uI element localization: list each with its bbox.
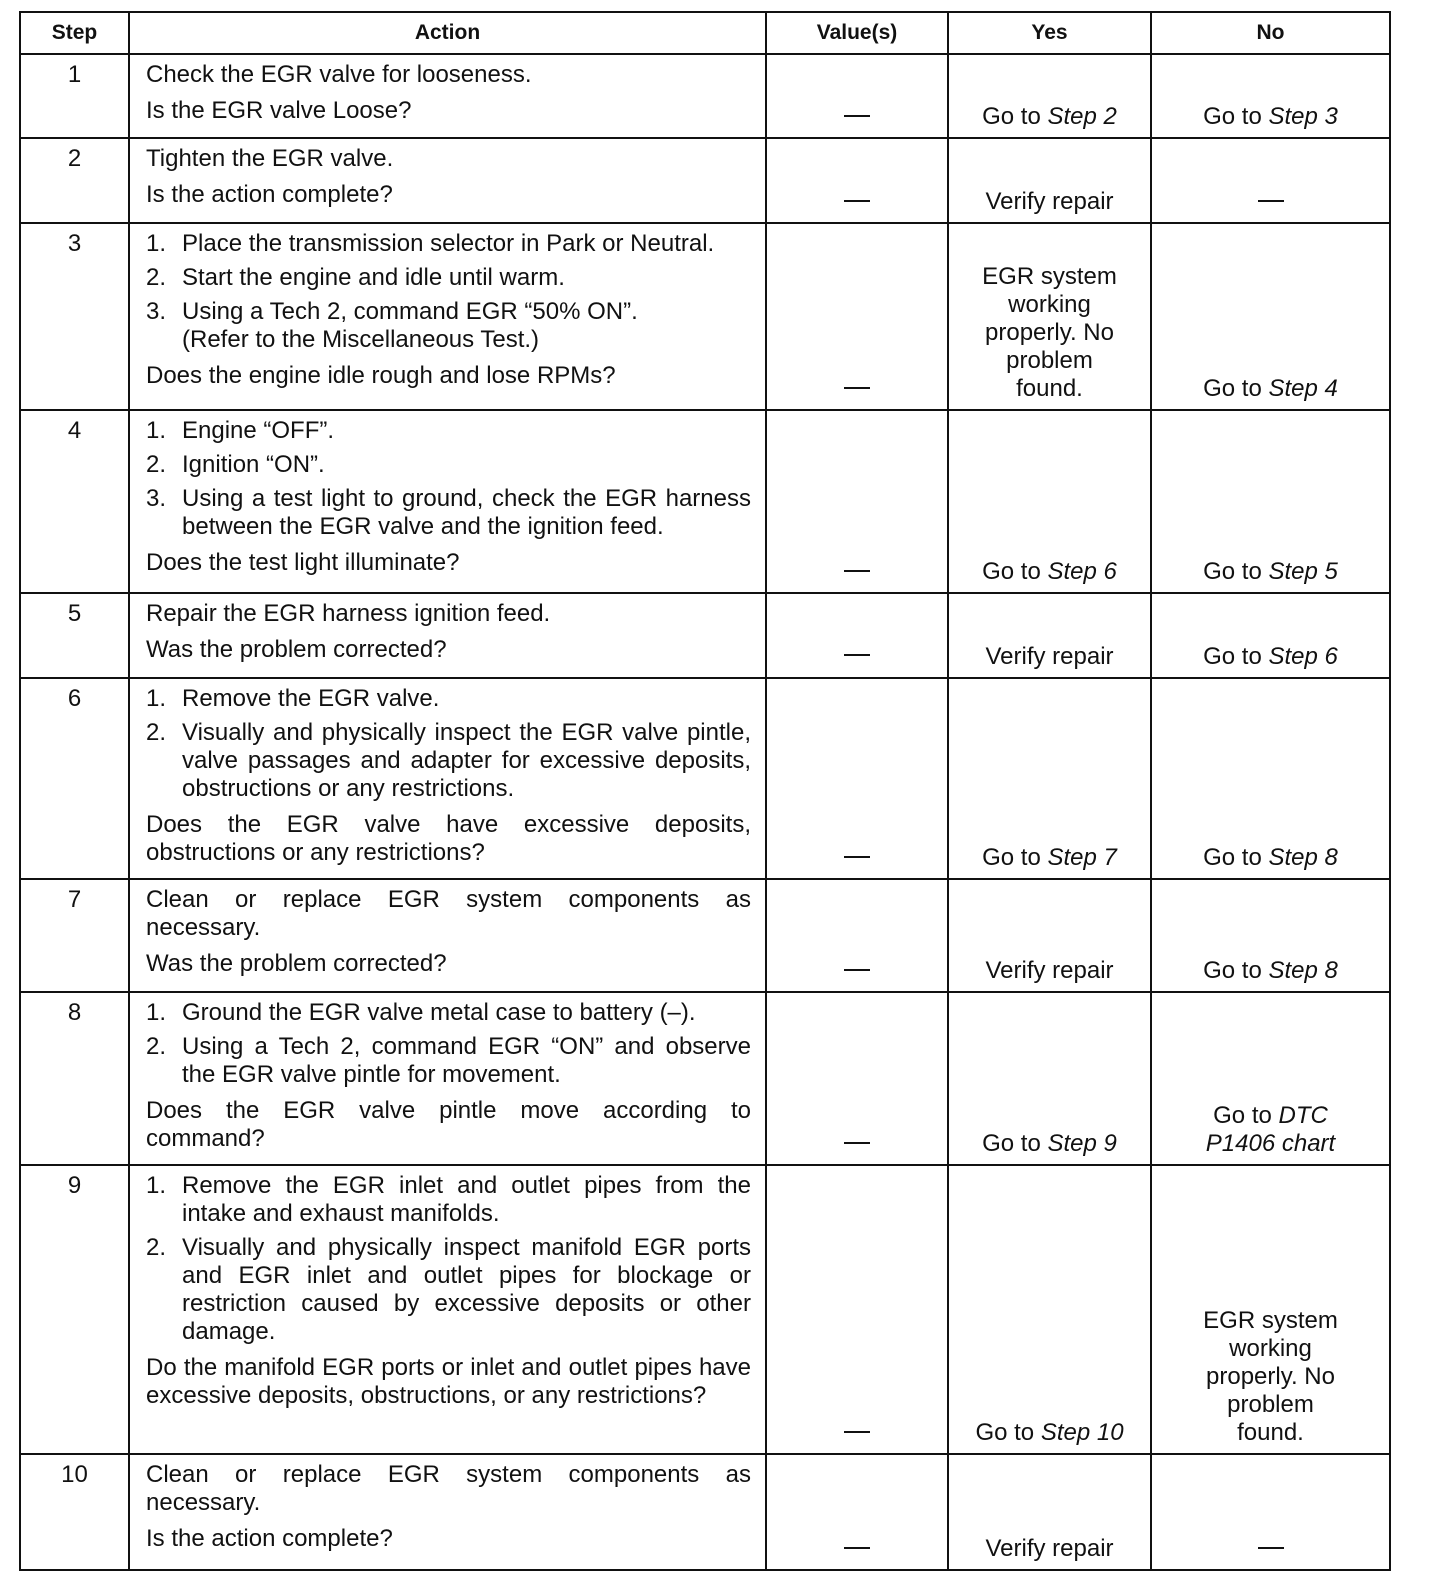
item-text: Engine “OFF”. bbox=[182, 417, 335, 445]
dtc-chart-link[interactable]: DTC P1406 chart bbox=[1205, 1101, 1336, 1157]
action-cell bbox=[129, 138, 766, 222]
yes-cell: Verify repair bbox=[948, 879, 1151, 992]
value-cell bbox=[766, 593, 948, 677]
value-cell bbox=[766, 138, 948, 222]
no-cell bbox=[1151, 879, 1390, 992]
value-cell bbox=[766, 1454, 948, 1570]
action-steps bbox=[146, 685, 751, 803]
action-steps bbox=[146, 230, 751, 354]
no-cell bbox=[1151, 138, 1390, 222]
step-number: 8 bbox=[20, 992, 129, 1165]
dash bbox=[844, 1142, 870, 1144]
item-text: Start the engine and idle until warm. bbox=[182, 263, 565, 291]
col-yes-header: Yes bbox=[948, 12, 1151, 54]
table-row bbox=[20, 410, 1390, 593]
list-item bbox=[146, 999, 751, 1027]
step-link[interactable]: Step 6 bbox=[1268, 642, 1338, 670]
no-cell bbox=[1151, 678, 1390, 879]
value-cell bbox=[766, 54, 948, 138]
list-item bbox=[146, 485, 751, 541]
no-cell bbox=[1151, 593, 1390, 677]
list-item bbox=[146, 1033, 751, 1089]
action-cell bbox=[129, 410, 766, 593]
no-cell bbox=[1151, 992, 1390, 1165]
action-question: Was the problem corrected? bbox=[146, 950, 447, 978]
action-question: Is the EGR valve Loose? bbox=[146, 97, 412, 124]
item-number: 1. bbox=[146, 417, 167, 445]
table-row bbox=[20, 879, 1390, 992]
value-cell bbox=[766, 223, 948, 410]
step-number: 6 bbox=[20, 678, 129, 879]
yes-cell bbox=[948, 410, 1151, 593]
goto-text: Go to bbox=[1203, 103, 1262, 131]
action-question: Does the EGR valve pintle move according to command? bbox=[146, 1097, 751, 1153]
yes-cell bbox=[948, 54, 1151, 138]
step-link[interactable]: Step 2 bbox=[1047, 103, 1117, 131]
list-item bbox=[146, 264, 751, 292]
value-cell bbox=[766, 410, 948, 593]
step-link[interactable]: Step 5 bbox=[1268, 558, 1338, 586]
list-item bbox=[146, 298, 751, 354]
dash bbox=[844, 387, 870, 389]
no-cell bbox=[1151, 54, 1390, 138]
step-link[interactable]: Step 9 bbox=[1047, 1129, 1117, 1157]
item-text: Visually and physically inspect the EGR valve pintle, valve passages and adapter for excessive deposits, obstructions or any restrictions. bbox=[182, 718, 751, 802]
item-text: Place the transmission selector in Park or Neutral. bbox=[182, 229, 715, 257]
yes-cell: EGR system working properly. No problem found. bbox=[948, 223, 1151, 410]
action-question: Does the engine idle rough and lose RPMs? bbox=[146, 361, 616, 389]
action-cell bbox=[129, 992, 766, 1165]
action-cell bbox=[129, 593, 766, 677]
item-number: 2. bbox=[146, 718, 167, 746]
action-text: Clean or replace EGR system components as necessary. bbox=[146, 1460, 751, 1516]
item-number: 3. bbox=[146, 297, 167, 325]
dash bbox=[844, 969, 870, 971]
step-number: 10 bbox=[20, 1454, 129, 1570]
goto-text: Go to bbox=[1203, 844, 1262, 872]
item-text: Ignition “ON”. bbox=[182, 451, 325, 479]
table-row bbox=[20, 138, 1390, 222]
table-row bbox=[20, 992, 1390, 1165]
dash bbox=[844, 115, 870, 117]
no-cell: EGR system working properly. No problem found. bbox=[1151, 1165, 1390, 1454]
col-values-header: Value(s) bbox=[766, 12, 948, 54]
table-row bbox=[20, 223, 1390, 410]
header-row bbox=[20, 12, 1390, 54]
step-link[interactable]: Step 3 bbox=[1268, 103, 1338, 131]
no-cell bbox=[1151, 1454, 1390, 1570]
value-cell bbox=[766, 678, 948, 879]
dash bbox=[1258, 1547, 1284, 1549]
step-number: 5 bbox=[20, 593, 129, 677]
item-text: Visually and physically inspect manifold EGR ports and EGR inlet and outlet pipes for blockage or restriction caused by excessive deposits or other damage. bbox=[182, 1233, 751, 1345]
step-number: 3 bbox=[20, 223, 129, 410]
value-cell bbox=[766, 1165, 948, 1454]
action-steps bbox=[146, 417, 751, 541]
action-question: Do the manifold EGR ports or inlet and outlet pipes have excessive deposits, obstructions, or any restrictions? bbox=[146, 1353, 751, 1409]
action-text: Repair the EGR harness ignition feed. bbox=[146, 600, 551, 628]
item-number: 1. bbox=[146, 1171, 167, 1199]
list-item bbox=[146, 1172, 751, 1228]
list-item bbox=[146, 230, 751, 258]
action-question: Does the test light illuminate? bbox=[146, 549, 460, 577]
goto-text: Go to bbox=[1213, 1101, 1272, 1129]
goto-text: Go to bbox=[982, 844, 1041, 872]
item-number: 2. bbox=[146, 451, 167, 479]
list-item bbox=[146, 451, 751, 479]
item-number: 2. bbox=[146, 1233, 167, 1261]
step-link[interactable]: Step 6 bbox=[1047, 558, 1117, 586]
goto-text: Go to bbox=[975, 1418, 1035, 1446]
action-text: Clean or replace EGR system components as necessary. bbox=[146, 886, 751, 942]
table-row bbox=[20, 1165, 1390, 1454]
goto-text: Go to bbox=[1203, 375, 1262, 403]
item-text: Using a Tech 2, command EGR “50% ON”. (Refer to the Miscellaneous Test.) bbox=[182, 297, 638, 353]
action-question: Is the action complete? bbox=[146, 181, 393, 209]
dash bbox=[844, 570, 870, 572]
col-step-header: Step bbox=[20, 12, 129, 54]
action-question: Was the problem corrected? bbox=[146, 636, 447, 664]
step-link[interactable]: Step 8 bbox=[1268, 844, 1338, 872]
step-link[interactable]: Step 8 bbox=[1268, 957, 1338, 985]
item-text: Remove the EGR inlet and outlet pipes from the intake and exhaust manifolds. bbox=[182, 1171, 751, 1227]
step-number: 1 bbox=[20, 54, 129, 138]
table-row bbox=[20, 1454, 1390, 1570]
goto-text: Go to bbox=[1203, 558, 1262, 586]
item-number: 3. bbox=[146, 485, 167, 513]
yes-cell bbox=[948, 678, 1151, 879]
action-text: Check the EGR valve for looseness. bbox=[146, 61, 532, 88]
yes-cell bbox=[948, 992, 1151, 1165]
dash bbox=[844, 654, 870, 656]
col-action-header: Action bbox=[129, 12, 766, 54]
col-no-header: No bbox=[1151, 12, 1390, 54]
no-cell bbox=[1151, 410, 1390, 593]
table-row bbox=[20, 678, 1390, 879]
list-item bbox=[146, 719, 751, 803]
action-cell bbox=[129, 223, 766, 410]
step-number: 7 bbox=[20, 879, 129, 992]
goto-text: Go to bbox=[982, 1129, 1041, 1157]
action-cell bbox=[129, 879, 766, 992]
dash bbox=[844, 1547, 870, 1549]
item-number: 2. bbox=[146, 263, 167, 291]
dash bbox=[844, 856, 870, 858]
action-cell bbox=[129, 1454, 766, 1570]
yes-cell: Verify repair bbox=[948, 138, 1151, 222]
yes-cell: Verify repair bbox=[948, 593, 1151, 677]
action-steps bbox=[146, 999, 751, 1089]
step-link[interactable]: Step 7 bbox=[1047, 844, 1117, 872]
no-cell bbox=[1151, 223, 1390, 410]
action-question: Is the action complete? bbox=[146, 1524, 393, 1552]
step-number: 9 bbox=[20, 1165, 129, 1454]
item-text: Ground the EGR valve metal case to battery (–). bbox=[182, 999, 696, 1027]
item-number: 1. bbox=[146, 229, 167, 257]
item-text: Using a Tech 2, command EGR “ON” and observe the EGR valve pintle for movement. bbox=[182, 1033, 751, 1089]
list-item bbox=[146, 417, 751, 445]
list-item bbox=[146, 1234, 751, 1346]
action-cell bbox=[129, 678, 766, 879]
action-cell bbox=[129, 54, 766, 138]
step-link[interactable]: Step 10 bbox=[1040, 1418, 1124, 1446]
table-row bbox=[20, 593, 1390, 677]
dash bbox=[844, 1431, 870, 1433]
item-number: 1. bbox=[146, 684, 167, 712]
list-item bbox=[146, 685, 751, 713]
action-steps bbox=[146, 1172, 751, 1346]
goto-text: Go to bbox=[982, 103, 1041, 131]
action-question: Does the EGR valve have excessive deposits, obstructions or any restrictions? bbox=[146, 810, 751, 866]
goto-text: Go to bbox=[1203, 642, 1262, 670]
item-text: Using a test light to ground, check the EGR harness between the EGR valve and the ignition feed. bbox=[182, 485, 751, 541]
item-number: 1. bbox=[146, 999, 167, 1027]
step-number: 2 bbox=[20, 138, 129, 222]
diagnostic-table bbox=[19, 11, 1391, 1571]
dash bbox=[844, 200, 870, 202]
item-text: Remove the EGR valve. bbox=[182, 684, 440, 712]
yes-cell bbox=[948, 1165, 1151, 1454]
value-cell bbox=[766, 879, 948, 992]
action-text: Tighten the EGR valve. bbox=[146, 145, 394, 173]
goto-text: Go to bbox=[1203, 957, 1262, 985]
yes-cell: Verify repair bbox=[948, 1454, 1151, 1570]
dash bbox=[1258, 200, 1284, 202]
goto-text: Go to bbox=[982, 558, 1041, 586]
value-cell bbox=[766, 992, 948, 1165]
step-link[interactable]: Step 4 bbox=[1268, 375, 1338, 403]
step-number: 4 bbox=[20, 410, 129, 593]
table-row bbox=[20, 54, 1390, 138]
action-cell bbox=[129, 1165, 766, 1454]
item-number: 2. bbox=[146, 1033, 167, 1061]
